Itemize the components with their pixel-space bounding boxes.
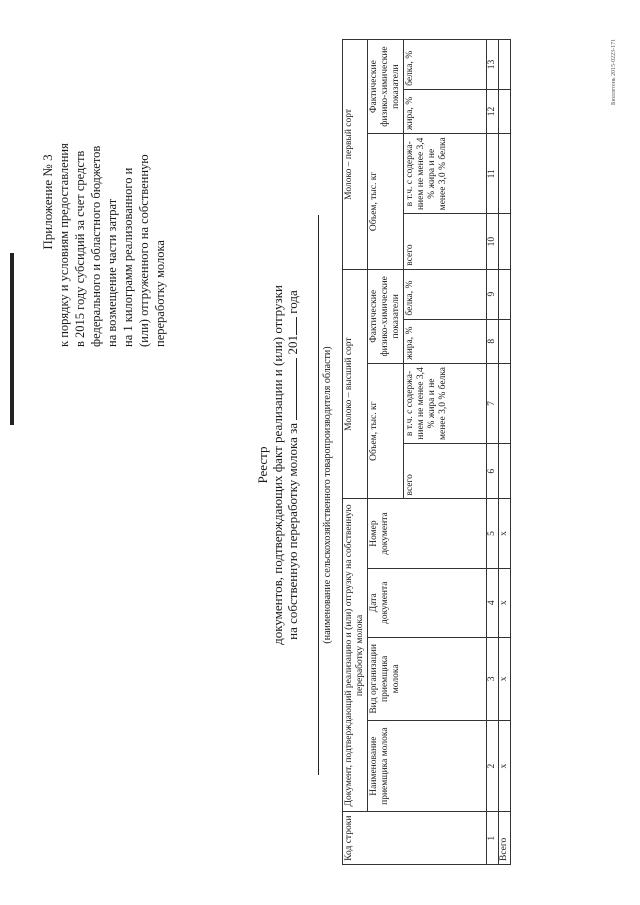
appendix-block xyxy=(40,17,168,347)
period-year: 201 xyxy=(285,334,300,355)
total-cell: x xyxy=(499,568,511,637)
header-document-group: Документ, подтверждающий реализацию и (или) отгрузку на собственную переработку молока xyxy=(343,499,368,812)
appendix-line: на 1 килограмм реализованного и xyxy=(121,167,135,347)
total-cell: x xyxy=(499,720,511,812)
column-number: 2 xyxy=(487,720,499,812)
producer-name-line xyxy=(318,215,319,775)
header-protein-top: белка, % xyxy=(404,269,487,319)
column-number: 12 xyxy=(487,89,499,133)
period-blank-year xyxy=(286,317,297,335)
total-cell xyxy=(499,40,511,90)
header-document-number: Номер документа xyxy=(368,499,487,568)
appendix-line: переработку молока xyxy=(153,240,167,347)
header-phys-chem-first: Фактические физико-химические показатели xyxy=(368,40,404,134)
column-number: 7 xyxy=(487,363,499,443)
total-cell xyxy=(499,214,511,269)
header-document-date: Дата документа xyxy=(368,568,487,637)
footer-code: Бюллетень 2015-0223-171 xyxy=(611,38,617,105)
appendix-line: на возмещение части затрат xyxy=(105,198,119,347)
column-number: 9 xyxy=(487,269,499,319)
appendix-line: к порядку и условиям предоставления xyxy=(57,143,71,347)
column-number: 4 xyxy=(487,568,499,637)
header-milk-top-grade: Молоко – высший сорт xyxy=(343,269,368,499)
registry-heading xyxy=(255,235,300,695)
column-number-row xyxy=(487,40,499,865)
total-cell xyxy=(499,134,511,214)
appendix-line: федерального и областного бюджетов xyxy=(89,145,103,347)
header-including-first: в т.ч. с содержа-нием не менее 3,4 % жира и не менее 3,0 % белка xyxy=(404,134,487,214)
header-total-top: всего xyxy=(404,444,487,499)
total-cell xyxy=(499,319,511,363)
total-cell xyxy=(499,89,511,133)
appendix-title: Приложение № 3 xyxy=(40,154,55,250)
total-cell xyxy=(499,444,511,499)
column-number: 5 xyxy=(487,499,499,568)
header-volume-top: Объем, тыс. кг xyxy=(368,363,404,499)
header-protein-first: белка, % xyxy=(404,40,487,90)
registry-table xyxy=(342,39,511,865)
period-prefix: на собственную переработку молока за xyxy=(285,422,300,640)
total-cell xyxy=(499,363,511,443)
header-milk-first-grade: Молоко – первый сорт xyxy=(343,40,368,270)
header-phys-chem-top: Фактические физико-химические показатели xyxy=(368,269,404,363)
column-number: 3 xyxy=(487,637,499,720)
column-number: 11 xyxy=(487,134,499,214)
period-blank-month xyxy=(286,358,297,420)
total-cell: x xyxy=(499,637,511,720)
header-receiver-name: Наименование приемщика молока xyxy=(368,720,487,812)
appendix-line: в 2015 году субсидий за счет средств xyxy=(73,150,87,347)
header-fat-first: жира, % xyxy=(404,89,487,133)
total-cell xyxy=(499,269,511,319)
producer-name-caption: (наименование сельскохозяйственного товаропроизводителя области) xyxy=(322,346,333,644)
total-cell: x xyxy=(499,499,511,568)
total-row xyxy=(499,40,511,865)
margin-bar xyxy=(10,253,14,425)
header-including-top: в т.ч. с содержа-нием не менее 3,4 % жира и не менее 3,0 % белка xyxy=(404,363,487,443)
column-number: 10 xyxy=(487,214,499,269)
column-number: 6 xyxy=(487,444,499,499)
header-code: Код строки xyxy=(343,812,487,865)
header-total-first: всего xyxy=(404,214,487,269)
rotated-document-page xyxy=(0,5,620,895)
total-label: Всего xyxy=(499,812,511,865)
header-fat-top: жира, % xyxy=(404,319,487,363)
column-number: 13 xyxy=(487,40,499,90)
header-volume-first: Объем, тыс. кг xyxy=(368,134,404,270)
registry-title: Реестр xyxy=(255,446,270,484)
appendix-line: (или) отгруженного на собственную xyxy=(137,154,151,347)
period-suffix: года xyxy=(285,290,300,314)
registry-subtitle: документов, подтверждающих факт реализации и (или) отгрузки xyxy=(270,285,285,645)
column-number: 1 xyxy=(487,812,499,865)
header-organization-type: Вид организации приемщика молока xyxy=(368,637,487,720)
registry-period-line xyxy=(285,235,300,695)
column-number: 8 xyxy=(487,319,499,363)
